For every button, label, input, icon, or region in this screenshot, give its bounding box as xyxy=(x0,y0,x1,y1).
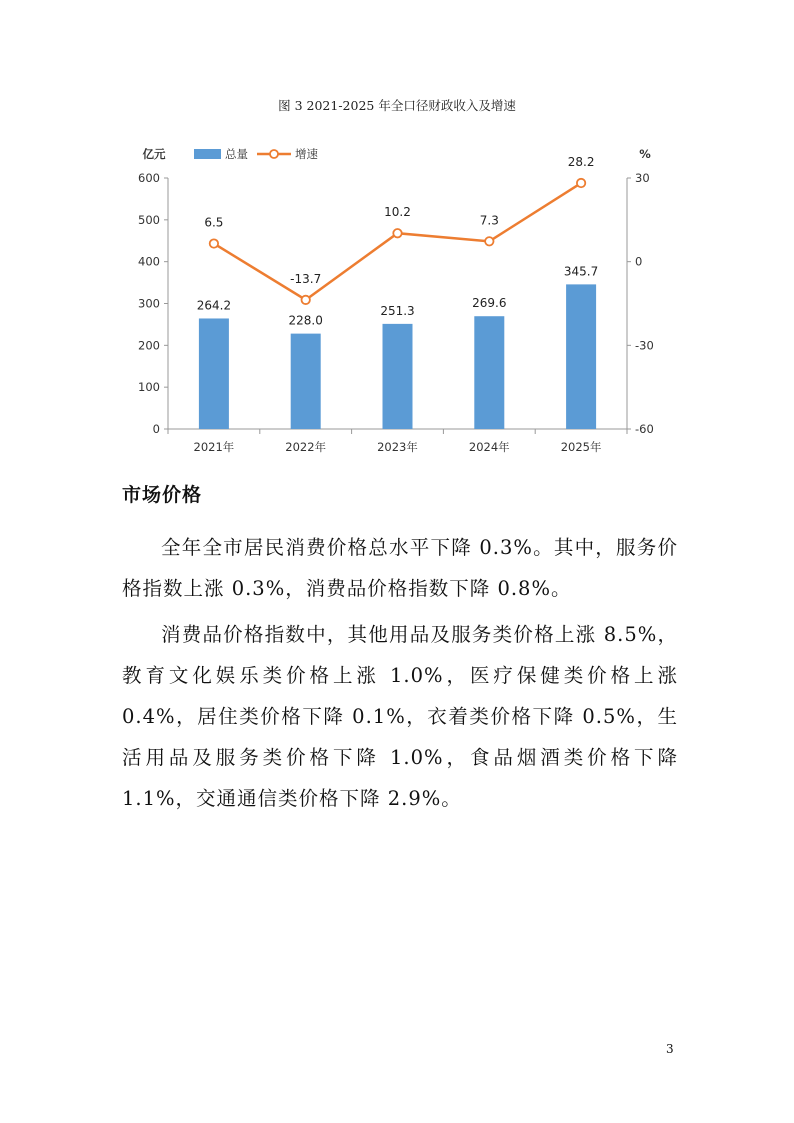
growth-point xyxy=(302,296,310,304)
bar-data-label: 251.3 xyxy=(380,303,415,318)
right-tick-label: 30 xyxy=(635,171,650,185)
paragraph-cpi-overall: 全年全市居民消费价格总水平下降 0.3%。其中，服务价格指数上涨 0.3%，消费品价格指数下降 0.8%。 xyxy=(122,535,678,600)
left-tick-label: 100 xyxy=(138,380,160,395)
bar xyxy=(199,318,229,429)
bar-data-label: 264.2 xyxy=(196,298,232,313)
growth-point xyxy=(393,229,401,237)
x-tick-label: 2022年 xyxy=(285,440,327,454)
bar-data-label: 345.7 xyxy=(563,264,599,279)
legend-bar-label: 总量 xyxy=(225,147,248,161)
growth-data-label: 6.5 xyxy=(204,215,224,230)
bar-data-label: 228.0 xyxy=(288,313,323,328)
legend-line-label: 增速 xyxy=(295,147,318,161)
growth-line xyxy=(214,183,581,300)
left-tick-label: 200 xyxy=(138,338,160,353)
bar xyxy=(566,284,596,429)
bar-data-label: 269.6 xyxy=(472,296,507,311)
section-heading: 市场价格 xyxy=(122,484,203,506)
growth-data-label: -13.7 xyxy=(290,271,322,286)
growth-point xyxy=(485,237,493,245)
growth-point xyxy=(210,239,218,247)
figure-title: 图 3 2021-2025 年全口径财政收入及增速 xyxy=(278,98,516,113)
paragraph-cpi-categories: 消费品价格指数中，其他用品及服务类价格上涨 8.5%，教育文化娱乐类价格上涨 1.0%，医疗保健类价格上涨 0.4%，居住类价格下降 0.1%，衣着类价格下降 0.5%，生活用品及服务类价格下降 1.0%，食品烟酒类价格下降 1.1%，交通通信类价格下降 2.9%。 xyxy=(122,622,678,810)
growth-point xyxy=(577,179,585,187)
left-tick-label: 0 xyxy=(152,422,160,436)
right-tick-label: -60 xyxy=(635,422,654,436)
growth-data-label: 28.2 xyxy=(567,155,595,170)
x-tick-label: 2025年 xyxy=(560,440,602,454)
growth-data-label: 7.3 xyxy=(479,213,499,228)
bar xyxy=(383,324,413,429)
left-tick-label: 500 xyxy=(138,212,160,227)
right-axis-unit: % xyxy=(639,147,651,161)
revenue-chart xyxy=(110,140,685,470)
x-tick-label: 2024年 xyxy=(468,440,510,454)
x-tick-label: 2021年 xyxy=(193,440,235,454)
growth-data-label: 10.2 xyxy=(384,205,411,220)
page-number: 3 xyxy=(666,1042,674,1056)
legend-line-marker xyxy=(270,150,278,158)
legend-bar-swatch xyxy=(194,149,221,159)
bar xyxy=(291,334,321,429)
left-tick-label: 300 xyxy=(138,296,160,311)
right-tick-label: -30 xyxy=(635,338,654,353)
left-axis-unit: 亿元 xyxy=(142,147,166,161)
right-tick-label: 0 xyxy=(635,254,643,269)
x-tick-label: 2023年 xyxy=(377,440,418,454)
left-tick-label: 400 xyxy=(138,254,160,269)
left-tick-label: 600 xyxy=(138,171,160,185)
bar xyxy=(474,316,504,429)
